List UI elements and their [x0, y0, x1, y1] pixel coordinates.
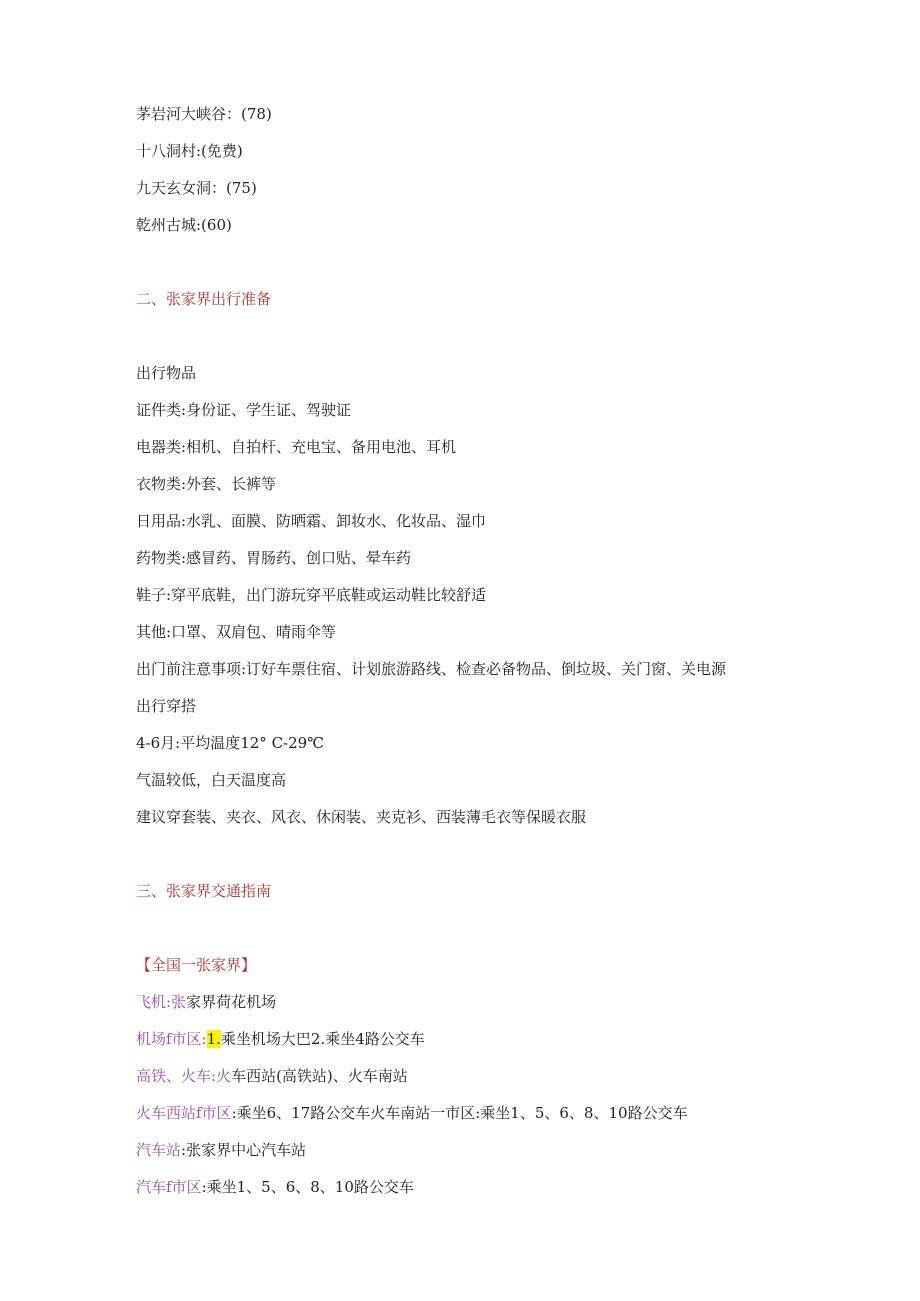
transport-text: 车西站(高铁站)、火车南站: [231, 1067, 408, 1085]
outfit-line: 建议穿套装、夹衣、风衣、休闲装、夹克衫、西装薄毛衣等保暖衣服: [136, 808, 587, 826]
transport-label: 火车西站f市区: [136, 1104, 232, 1122]
item-line: 证件类:身份证、学生证、驾驶证: [136, 401, 352, 419]
item-line: 药物类:感冒药、胃肠药、创口贴、晕车药: [136, 549, 412, 567]
section-heading-transport: 三、张家界交通指南: [136, 882, 272, 900]
transport-subheading: 【全国一张家界】: [136, 956, 257, 974]
transport-line: [136, 992, 276, 1012]
outfit-title: 出行穿搭: [136, 697, 197, 715]
transport-line: [136, 1140, 306, 1160]
transport-line: [136, 1103, 688, 1123]
item-line: 出门前注意事项:订好车票住宿、计划旅游路线、检查必备物品、倒垃圾、关门窗、关电源: [136, 660, 727, 678]
transport-text: 乘坐机场大巴2.乘坐4路公交车: [220, 1030, 425, 1048]
transport-label: 汽车站: [136, 1141, 182, 1159]
transport-label: 高铁、火车:火: [136, 1067, 232, 1085]
item-line: 电器类:相机、自拍杆、充电宝、备用电池、耳机: [136, 438, 457, 456]
transport-text: :乘坐1、5、6、8、10路公交车: [201, 1178, 414, 1196]
attraction-line: 十八洞村:(免费): [136, 142, 243, 160]
item-line: 衣物类:外套、长裤等: [136, 475, 277, 493]
transport-text: :乘坐6、17路公交车火车南站一市区:乘坐1、5、6、8、10路公交车: [231, 1104, 688, 1122]
outfit-line: 4-6月:平均温度12° C-29℃: [136, 734, 324, 752]
transport-text: :张家界中心汽车站: [181, 1141, 307, 1159]
outfit-line: 气温较低，白天温度高: [136, 771, 287, 789]
transport-label: 飞机:张: [136, 993, 187, 1011]
transport-line: [136, 1177, 414, 1197]
transport-label: 汽车f市区: [136, 1178, 202, 1196]
section-heading-preparation: 二、张家界出行准备: [136, 290, 272, 308]
attraction-line: 茅岩河大峡谷：(78): [136, 105, 272, 123]
attraction-line: 九天玄女洞：(75): [136, 179, 257, 197]
transport-line: [136, 1066, 408, 1086]
highlighted-text: 1.: [206, 1030, 221, 1048]
transport-label: 机场f市区:: [136, 1030, 207, 1048]
item-line: 日用品:水乳、面膜、防晒霜、卸妆水、化妆品、湿巾: [136, 512, 487, 530]
transport-line: [136, 1029, 425, 1049]
item-line: 鞋子:穿平底鞋，出门游玩穿平底鞋或运动鞋比较舒适: [136, 586, 487, 604]
attraction-line: 乾州古城:(60): [136, 216, 232, 234]
items-title: 出行物品: [136, 364, 197, 382]
item-line: 其他:口罩、双肩包、晴雨伞等: [136, 623, 337, 641]
transport-text: 家界荷花机场: [186, 993, 277, 1011]
